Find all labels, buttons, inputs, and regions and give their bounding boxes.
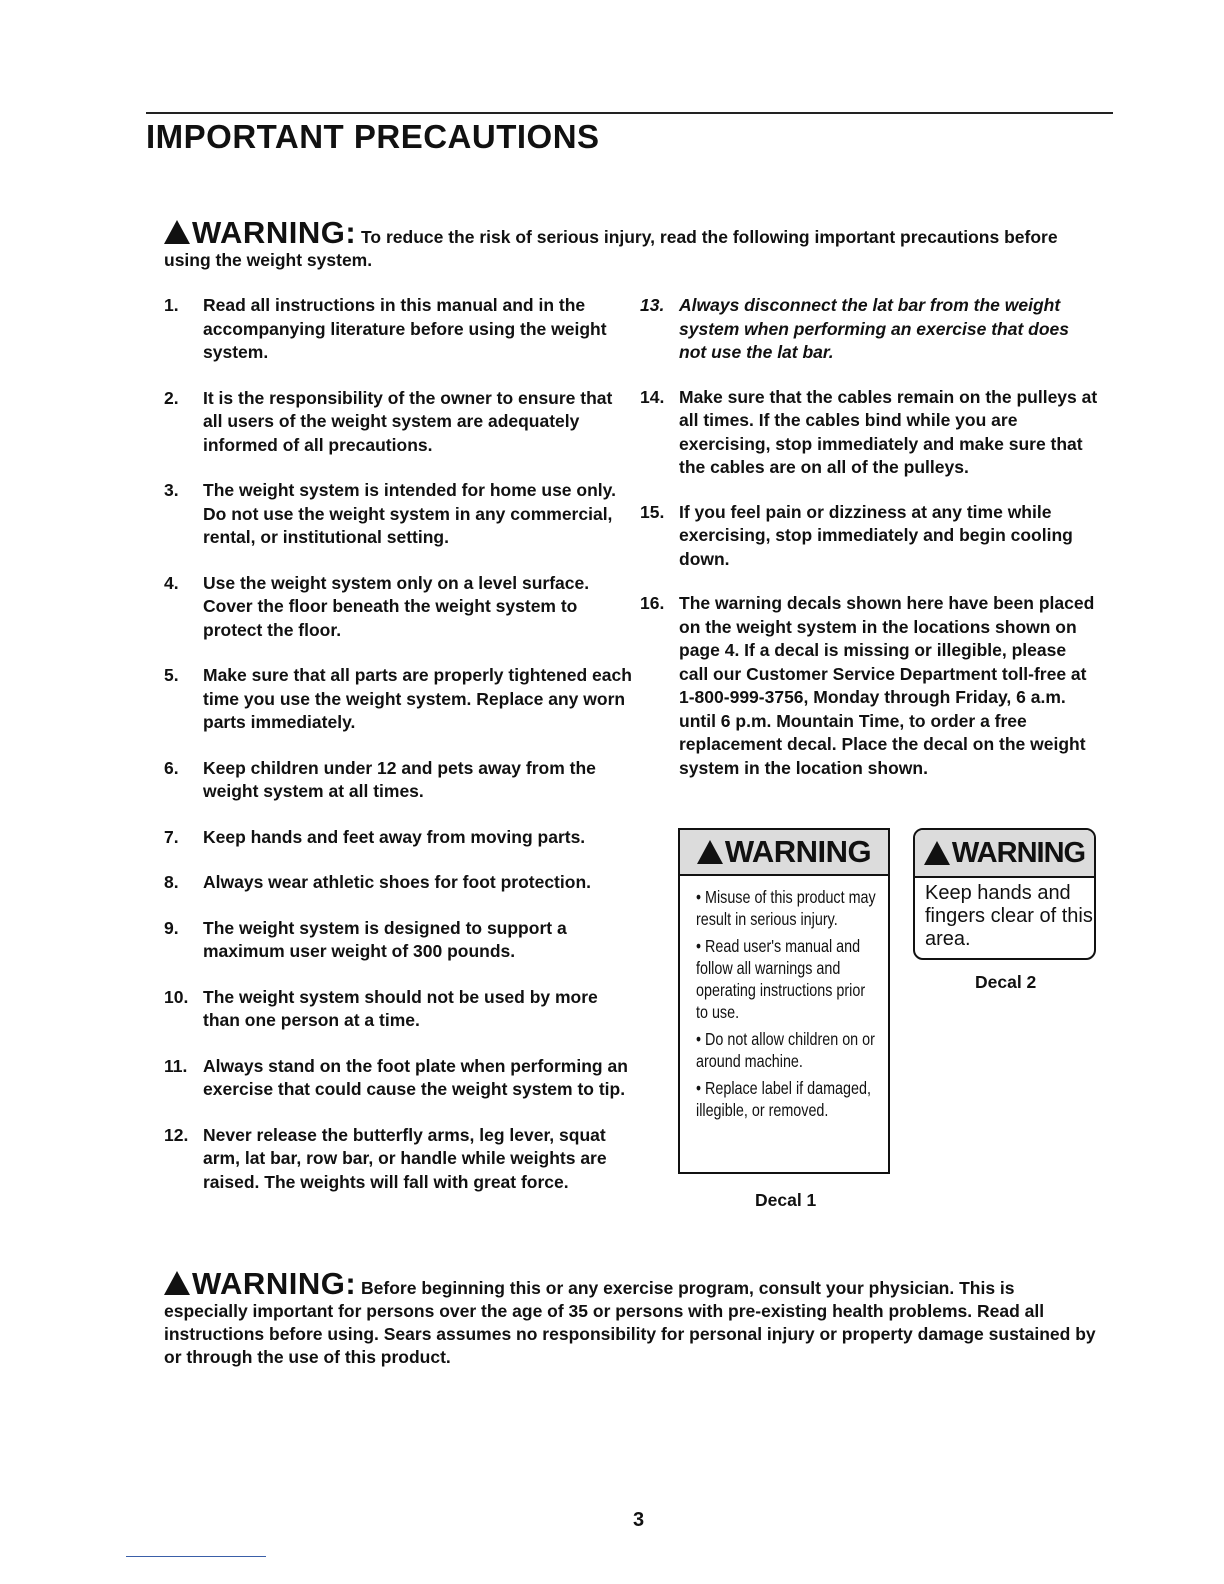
decal-2-header: WARNING bbox=[915, 830, 1094, 878]
warning-word: WARNING: bbox=[192, 1266, 357, 1301]
decal-2 bbox=[913, 828, 1096, 960]
list-item: 14. Make sure that the cables remain on the pulleys at all times. If the cables bind while you are exercising, stop immediately and make sure that the cables are on all of the pulleys. bbox=[640, 386, 1098, 477]
list-item: 3. The weight system is intended for home use only. Do not use the weight system in any commercial, rental, or institutional setting. bbox=[164, 480, 616, 547]
list-item: 15. If you feel pain or dizziness at any time while exercising, stop immediately and begin cooling down. bbox=[640, 501, 1073, 569]
footer-rule bbox=[126, 1556, 266, 1557]
page-number: 3 bbox=[633, 1509, 645, 1531]
decal-1-line: • Read user's manual and follow all warnings and operating instructions prior to use. bbox=[696, 936, 866, 1022]
list-item: 5. Make sure that all parts are properly tightened each time you use the weight system. Replace any worn parts immediately. bbox=[164, 665, 632, 732]
decal-1-line: • Misuse of this product may result in serious injury. bbox=[696, 887, 876, 929]
list-item: 9. The weight system is designed to support a maximum user weight of 300 pounds. bbox=[164, 917, 567, 961]
decal-2-caption: Decal 2 bbox=[975, 972, 1037, 992]
warning-bottom bbox=[164, 1266, 1099, 1369]
warning-bottom-text: Before beginning this or any exercise program, consult your physician. This is especially important for persons over the age of 35 or persons with pre-existing health problems. Read all instructions before using. Sears assumes no responsibility for personal injury or property damage sustained by or through the use of this product. bbox=[164, 1278, 1096, 1367]
warning-triangle-icon bbox=[924, 841, 950, 865]
decal-2-text: Keep hands and fingers clear of this area. bbox=[925, 882, 1093, 950]
precautions-list-left bbox=[164, 294, 634, 1216]
list-item: 12. Never release the butterfly arms, leg lever, squat arm, lat bar, row bar, or handle while weights are raised. The weights will fall with great force. bbox=[164, 1124, 607, 1192]
list-item: 7. Keep hands and feet away from moving parts. bbox=[164, 826, 586, 847]
list-item: 16. The warning decals shown here have been placed on the weight system in the locations shown on page 4. If a decal is missing or illegible, please call our Customer Service Department toll-free at 1-800-999-3756, Monday through Friday, 6 a.m. until 6 p.m. Mountain Time, to order a free replacement decal. Place the decal on the weight system in the location shown. bbox=[640, 593, 1095, 778]
top-rule bbox=[146, 112, 1113, 114]
list-item: 8. Always wear athletic shoes for foot protection. bbox=[164, 872, 591, 892]
decal-1-caption: Decal 1 bbox=[755, 1190, 817, 1210]
page-title: IMPORTANT PRECAUTIONS bbox=[146, 118, 600, 155]
warning-triangle-icon bbox=[164, 220, 190, 244]
decal-1-body bbox=[680, 876, 888, 1121]
list-item: 11. Always stand on the foot plate when performing an exercise that could cause the weight system to tip. bbox=[164, 1055, 628, 1099]
decal-1 bbox=[678, 828, 890, 1174]
decal-1-line: • Replace label if damaged, illegible, or removed. bbox=[696, 1078, 871, 1120]
warning-word: WARNING: bbox=[192, 215, 357, 250]
list-item: 4. Use the weight system only on a level surface. Cover the floor beneath the weight system to protect the floor. bbox=[164, 572, 590, 640]
list-item: 13. Always disconnect the lat bar from the weight system when performing an exercise that does not use the lat bar. bbox=[640, 295, 1069, 362]
warning-triangle-icon bbox=[697, 840, 723, 864]
precautions-list-right bbox=[640, 294, 1100, 801]
list-item: 6. Keep children under 12 and pets away from the weight system at all times. bbox=[164, 757, 596, 801]
list-item: 2. It is the responsibility of the owner to ensure that all users of the weight system are adequately informed of all precautions. bbox=[164, 387, 613, 455]
warning-top bbox=[164, 215, 1109, 272]
decal-1-line: • Do not allow children on or around machine. bbox=[696, 1029, 875, 1071]
list-item: 10. The weight system should not be used by more than one person at a time. bbox=[164, 986, 598, 1030]
warning-triangle-icon bbox=[164, 1271, 190, 1295]
warning-top-text: To reduce the risk of serious injury, read the following important precautions before using the weight system. bbox=[164, 227, 1058, 270]
list-item: 1. Read all instructions in this manual and in the accompanying literature before using the weight system. bbox=[164, 295, 607, 362]
decal-1-header: WARNING bbox=[680, 830, 888, 876]
